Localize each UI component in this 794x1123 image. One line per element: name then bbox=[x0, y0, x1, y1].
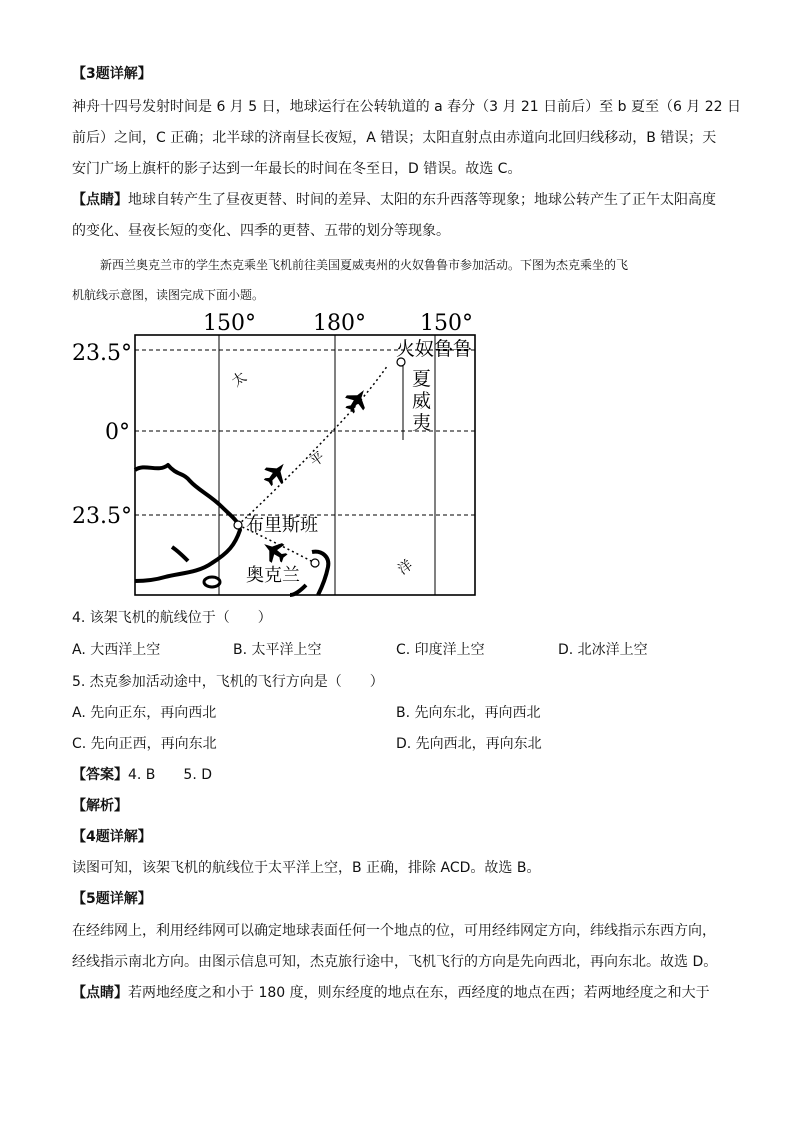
new-zealand-north-island bbox=[312, 552, 328, 595]
section3-text-line2: 前后）之间，C 正确；北半球的济南昼长夜短，A 错误；太阳直射点由赤道向北回归线移动，B 错误；天 bbox=[72, 130, 717, 146]
q4-option-a: A. 大西洋上空 bbox=[72, 642, 161, 658]
new-zealand-south-island bbox=[290, 585, 306, 595]
ocean-char-1: 太 bbox=[229, 369, 250, 391]
section5-heading: 【5题详解】 bbox=[72, 891, 152, 907]
label-hawaii-2: 威 bbox=[412, 390, 432, 412]
section3-heading: 【3题详解】 bbox=[72, 66, 152, 82]
route-map-figure bbox=[60, 305, 490, 600]
answer-tag: 【答案】 bbox=[72, 767, 128, 783]
intro-line2: 机航线示意图，读图完成下面小题。 bbox=[72, 288, 265, 302]
q4-option-d: D. 北冰洋上空 bbox=[558, 642, 648, 658]
tip2-text: 若两地经度之和小于 180 度，则东经度的地点在东，西经度的地点在西；若两地经度之和大于 bbox=[128, 985, 710, 1001]
tip1-tag: 【点睛】 bbox=[72, 192, 128, 208]
airplane-icon bbox=[258, 535, 291, 567]
q4-option-c: C. 印度洋上空 bbox=[396, 642, 485, 658]
lat-label-23-5n: 23.5° bbox=[72, 341, 132, 366]
ocean-char-2: 平 bbox=[307, 449, 328, 471]
lat-label-0: 0° bbox=[105, 420, 130, 445]
label-honolulu: 火奴鲁鲁 bbox=[396, 338, 473, 360]
route-map-svg bbox=[60, 305, 490, 600]
section5-text-line2: 经线指示南北方向。由图示信息可知，杰克旅行途中，飞机飞行的方向是先向西北，再向东北。故选 D。 bbox=[72, 954, 718, 970]
label-brisbane: 布里斯班 bbox=[246, 515, 318, 536]
q5-option-b: B. 先向东北，再向西北 bbox=[396, 705, 541, 721]
tip1-text: 地球自转产生了昼夜更替、时间的差异、太阳的东升西落等现象；地球公转产生了正午太阳高度 bbox=[128, 192, 716, 208]
label-hawaii-3: 夷 bbox=[412, 412, 432, 434]
q5-stem: 5. 杰克参加活动途中，飞机的飞行方向是（ ） bbox=[72, 674, 384, 690]
answer-text: 4. B 5. D bbox=[128, 767, 212, 783]
answer-line bbox=[72, 765, 212, 785]
section3-text-line1: 神舟十四号发射时间是 6 月 5 日，地球运行在公转轨道的 a 春分（3 月 21 日前后）至 b 夏至（6 月 22 日 bbox=[72, 99, 742, 115]
airplane-icon bbox=[341, 384, 373, 417]
lon-label-150e: 150° bbox=[203, 311, 256, 336]
route-brisbane-honolulu bbox=[238, 365, 388, 525]
tasmania-island bbox=[204, 577, 220, 587]
section3-text-line3: 安门广场上旗杆的影子达到一年最长的时间在冬至日，D 错误。故选 C。 bbox=[72, 161, 522, 177]
tip2-tag: 【点睛】 bbox=[72, 985, 128, 1001]
label-hawaii-1: 夏 bbox=[412, 368, 432, 390]
lat-label-23-5s: 23.5° bbox=[72, 504, 132, 529]
label-auckland: 奥克兰 bbox=[246, 565, 300, 586]
australia-coastline bbox=[135, 465, 240, 581]
analysis-heading: 【解析】 bbox=[72, 798, 128, 814]
australia-coast-detail bbox=[172, 547, 188, 561]
intro-line1: 新西兰奥克兰市的学生杰克乘坐飞机前往美国夏威夷州的火奴鲁鲁市参加活动。下图为杰克乘坐的飞 bbox=[100, 258, 629, 272]
section5-text-line1: 在经纬网上，利用经纬网可以确定地球表面任何一个地点的位，可用经纬网定方向，纬线指示东西方向， bbox=[72, 923, 716, 939]
airplane-icon bbox=[259, 457, 292, 490]
q5-option-c: C. 先向正西，再向东北 bbox=[72, 736, 217, 752]
lon-label-180: 180° bbox=[313, 311, 366, 336]
q5-option-a: A. 先向正东，再向西北 bbox=[72, 705, 217, 721]
lon-label-150w: 150° bbox=[420, 311, 473, 336]
q5-option-d: D. 先向西北，再向东北 bbox=[396, 736, 542, 752]
ocean-char-3: 洋 bbox=[395, 557, 416, 579]
tip1-line1 bbox=[72, 190, 716, 210]
q4-option-b: B. 太平洋上空 bbox=[233, 642, 322, 658]
brisbane-point bbox=[234, 521, 242, 529]
section4-heading: 【4题详解】 bbox=[72, 829, 152, 845]
tip1-line2: 的变化、昼夜长短的变化、四季的更替、五带的划分等现象。 bbox=[72, 223, 450, 239]
q4-stem: 4. 该架飞机的航线位于（ ） bbox=[72, 610, 272, 626]
auckland-point bbox=[311, 559, 319, 567]
tip2-line1 bbox=[72, 983, 710, 1003]
section4-text: 读图可知，该架飞机的航线位于太平洋上空，B 正确，排除 ACD。故选 B。 bbox=[72, 860, 541, 876]
